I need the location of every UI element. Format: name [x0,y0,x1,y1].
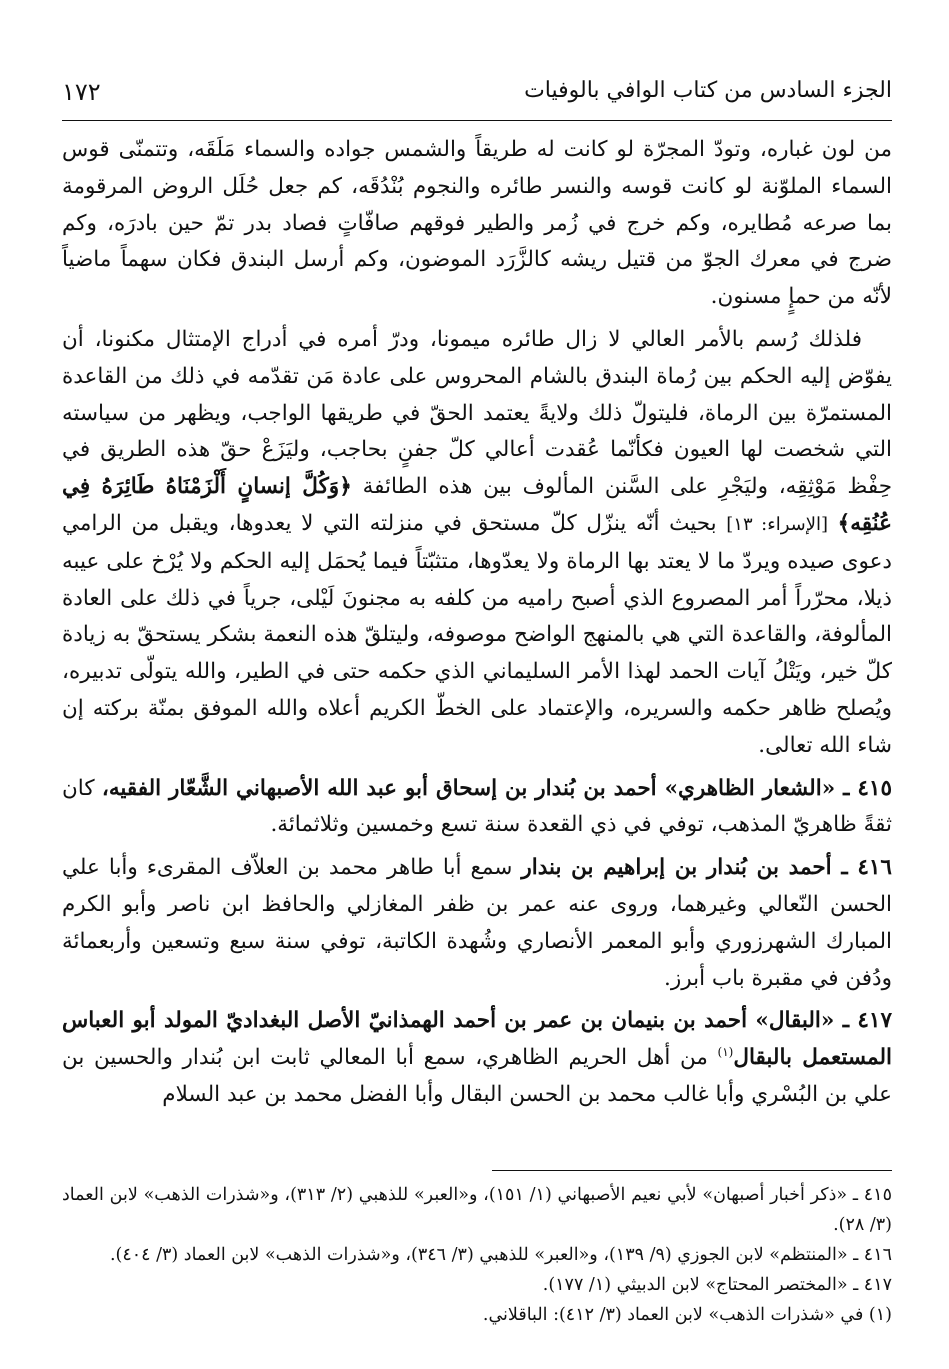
biography-entry-415 [62,771,892,845]
biography-entry-416 [62,850,892,997]
running-title: الجزء السادس من كتاب الوافي بالوفيات [524,78,892,103]
paragraph-continued: من لون غباره، وتودّ المجرّة لو كانت له طريقاً والشمس جواده والسماء مَلَقَه، وتتمنّى قوس السماء الملوّنة لو كانت قوسه والنسر طائره والنجوم بُنْدُقَه، كم جعل حُلَل الروض المرقومة بما صرعه مُطايره، وكم خرج في زُمر والطير فوقهم صافّاتٍ فصاد بدر تمّ حين بادرَه، وكم ضرج في معرك الجوّ من قتيل ريشه كالزَّرَد الموضون، وكم أرسل البندق فكان سهماً ماضياً لأنّه من حمإٍ مسنون. [62,137,892,310]
entry-heading: ٤١٦ ـ أحمد بن بُندار بن إبراهيم بن بندار [521,855,892,881]
book-page [62,70,892,1350]
header-rule [62,120,892,121]
paragraph-decree [62,322,892,765]
entry-text: كان ثقةً ظاهريّ المذهب، توفي في ذي القعدة سنة تسع وخمسين وثلاثمائة. [62,775,892,838]
entry-heading: ٤١٧ ـ «البقال» أحمد بن بنيمان بن عمر بن أحمد الهمذانيّ الأصل البغداديّ المولد أبو العباس المستعمل بالبقال [62,1008,892,1071]
main-text [62,132,892,1120]
footnote-marker: (١) [717,1044,734,1059]
footnote-1: (١) في «شذرات الذهب» لابن العماد (٣/ ٤١٢): الباقلاني. [482,1305,892,1325]
paragraph-text: بحيث أنّه ينزّل كلّ مستحق في منزلته التي لا يعدوها، ويقبل من الرامي دعوى صيده ويردّ ما لا يعتد بها الرماة ولا يعدّوها، متثبّتاً فيما يُحمَل إليه الحكم ولا يُرْخ على عيبه ذيلا، محرّراً أمر المصروع الذي أصبح راميه من كلفه به مجنونَ لَيْلى، جرياً في ذلك على العادة المألوفة، والقاعدة التي هي بالمنهج الواضح موصوفه، وليتلقّ هذه النعمة بشكر يستحقّ به زيادة كلّ خير، ويَتْلُ آيات الحمد لهذا الأمر السليماني الذي حكمه حتى في الطير، والله يتولّى تدبيره، ويُصلح ظاهر حكمه والسريره، والإعتماد على الخطّ الكريم أعلاه والله الموفق بمنّة بركته إن شاء الله تعالى. [62,510,892,758]
footnotes [62,1180,892,1330]
footnote-415: ٤١٥ ـ «ذكر أخبار أصبهان» لأبي نعيم الأصبهاني (١/ ١٥١)، و«العبر» للذهبي (٢/ ٣١٣)، و«شذرات الذهب» لابن العماد (٣/ ٢٨). [62,1185,892,1235]
paragraph-text: فلذلك رُسم بالأمر العالي لا زال طائره ميمونا، ودرّ أمره في أدراج الإمتثال مكنونا، أن يفوّض إليه الحكم بين رُماة البندق بالشام المحروس على عادة مَن تقدّمه في ذلك من القاعدة المستمرّة بين الرماة، فليتولّ ذلك ولايةً يعتمد الحقّ في طريقها الواجب، ويظهر من سياسته التي شخصت لها العيون فكأنّما عُقدت أعالي كلّ جفنٍ بحاجب، وليَزَعْ حقّ هذه الطريق في حِفْظ مَوْثِقِه، وليَجْرِ على السَّنن المألوف بين هذه الطائفة [62,326,893,500]
quran-verse: ﴿وَكُلَّ إنسانٍ أَلْزَمْنَاهُ طَائِرَهُ فِي عُنُقِه﴾ [62,474,892,536]
entry-text: من أهل الحريم الظاهري، سمع أبا المعالي ثابت ابن بُندار والحسين بن علي بن البُسْري وأبا غالب محمد بن الحسن البقال وأبا الفضل محمد بن عبد السلام [62,1045,892,1107]
page-number: ١٧٢ [62,78,101,106]
footnote-416: ٤١٦ ـ «المنتظم» لابن الجوزي (٩/ ١٣٩)، و«العبر» للذهبي (٣/ ٣٤٦)، و«شذرات الذهب» لابن العماد (٣/ ٤٠٤). [109,1245,892,1265]
entry-heading: ٤١٥ ـ «الشعار الظاهري» أحمد بن بُندار بن إسحاق أبو عبد الله الأصبهاني الشَّعّار الفقيه، [101,775,892,801]
running-header [62,70,892,114]
verse-reference: [الإسراء: ١٣] [726,513,828,535]
footnote-rule [492,1170,892,1171]
footnote-417: ٤١٧ ـ «المختصر المحتاج» لابن الدبيثي (١/ ١٧٧). [542,1275,892,1295]
entry-text: سمع أبا طاهر محمد بن العلاّف المقرىء وأبا علي الحسن النّعالي وغيرهما، وروى عنه عمر بن ظفر المغازلي والحافظ ابن ناصر وأبو الكرم المبارك الشهرزوري وأبو المعمر الأنصاري وشُهدة الكاتبة، توفي سنة سبع وتسعين وأربعمائة ودُفن في مقبرة باب أبرز. [62,855,892,991]
biography-entry-417 [62,1003,892,1113]
